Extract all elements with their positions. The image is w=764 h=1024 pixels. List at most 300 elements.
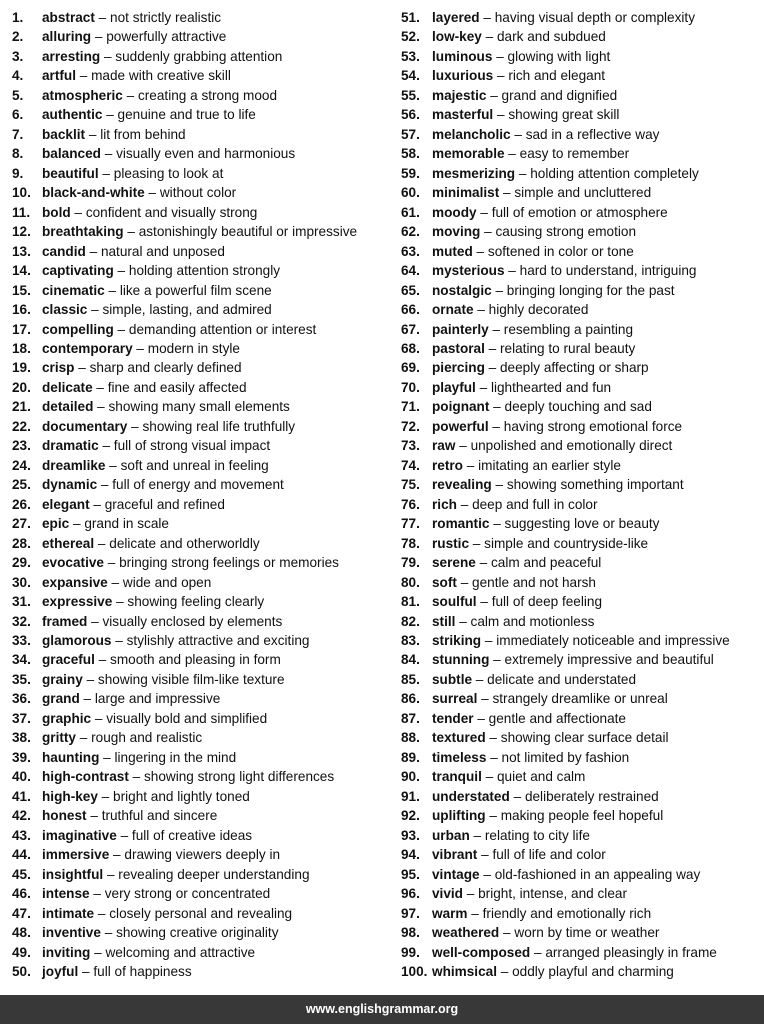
item-number: 77. <box>401 516 420 532</box>
item-separator: – <box>481 769 497 785</box>
item-term: timeless <box>432 749 487 765</box>
vocabulary-list <box>0 8 764 988</box>
list-column-left <box>12 8 392 981</box>
item-separator: – <box>132 340 148 356</box>
list-item <box>12 281 392 300</box>
item-term: luminous <box>432 48 493 64</box>
item-term: layered <box>432 10 480 25</box>
item-definition: large and impressive <box>94 691 221 707</box>
item-number: 28. <box>12 535 31 551</box>
item-text <box>42 105 256 124</box>
item-number: 55. <box>401 87 420 103</box>
list-item <box>12 320 392 339</box>
item-number: 64. <box>401 263 420 279</box>
item-number: 26. <box>12 496 31 512</box>
item-term: glamorous <box>42 633 112 648</box>
item-definition: holding attention strongly <box>128 263 281 279</box>
item-definition: lighthearted and fun <box>490 379 612 395</box>
item-definition: not strictly realistic <box>110 10 222 25</box>
item-term: moving <box>432 224 481 240</box>
item-term: weathered <box>432 925 500 941</box>
item-definition: highly decorated <box>488 302 589 318</box>
item-term: playful <box>432 379 476 395</box>
list-item <box>12 592 392 611</box>
item-number: 21. <box>12 399 31 415</box>
item-definition: showing creative originality <box>116 925 279 941</box>
list-item <box>12 397 392 416</box>
item-definition: sad in a reflective way <box>525 126 660 142</box>
item-definition: grand and dignified <box>501 87 618 103</box>
item-term: majestic <box>432 87 487 103</box>
item-separator: – <box>462 457 479 473</box>
item-number: 73. <box>401 438 420 454</box>
item-separator: – <box>75 68 92 84</box>
item-separator: – <box>456 574 473 590</box>
item-separator: – <box>499 925 515 941</box>
item-separator: – <box>486 749 502 765</box>
item-number: 57. <box>401 126 420 142</box>
item-number: 3. <box>12 48 24 64</box>
item-text <box>42 475 284 494</box>
item-text <box>432 631 730 650</box>
item-separator: – <box>94 905 110 921</box>
list-item <box>12 475 392 494</box>
item-separator: – <box>109 847 125 863</box>
item-definition: showing great skill <box>508 107 620 123</box>
item-definition: showing clear surface detail <box>500 730 669 746</box>
item-term: grand <box>42 691 80 707</box>
item-term: mesmerizing <box>432 165 516 181</box>
item-term: black-and-white <box>42 185 145 201</box>
item-text <box>42 943 255 962</box>
list-item <box>401 553 761 572</box>
item-separator: – <box>486 87 502 103</box>
item-number: 9. <box>12 165 24 181</box>
item-separator: – <box>128 769 144 785</box>
item-definition: glowing with light <box>507 48 611 64</box>
item-definition: modern in style <box>147 340 240 356</box>
item-definition: made with creative skill <box>91 68 231 84</box>
list-item <box>401 573 761 592</box>
list-item <box>401 47 761 66</box>
list-column-right <box>401 8 761 981</box>
item-text <box>432 261 697 280</box>
list-item <box>12 728 392 747</box>
list-item <box>12 203 392 222</box>
item-definition: visually even and harmonious <box>116 146 296 162</box>
item-term: graceful <box>42 652 95 668</box>
item-term: vintage <box>432 866 480 882</box>
list-item <box>401 300 761 319</box>
item-separator: – <box>488 418 504 434</box>
item-text <box>432 806 663 825</box>
item-number: 19. <box>12 360 31 376</box>
item-definition: simple and uncluttered <box>514 185 652 201</box>
item-number: 41. <box>12 788 31 804</box>
item-text <box>432 222 636 241</box>
item-definition: quiet and calm <box>496 769 586 785</box>
item-text <box>432 397 652 416</box>
item-text <box>42 320 316 339</box>
item-term: contemporary <box>42 340 133 356</box>
item-number: 79. <box>401 555 420 571</box>
item-definition: arranged pleasingly in frame <box>545 944 717 960</box>
item-term: muted <box>432 243 473 259</box>
item-term: abstract <box>42 10 95 25</box>
item-term: subtle <box>432 671 473 687</box>
item-definition: extremely impressive and beautiful <box>504 652 714 668</box>
item-definition: very strong or concentrated <box>104 886 271 902</box>
item-text <box>432 27 606 46</box>
item-definition: lit from behind <box>100 126 186 142</box>
item-term: insightful <box>42 866 104 882</box>
item-separator: – <box>100 925 117 941</box>
item-separator: – <box>98 165 114 181</box>
item-number: 54. <box>401 68 420 84</box>
item-number: 10. <box>12 185 31 201</box>
item-separator: – <box>469 827 485 843</box>
item-separator: – <box>473 710 489 726</box>
item-separator: – <box>492 48 508 64</box>
item-definition: creating a strong mood <box>137 87 278 103</box>
list-item <box>12 436 392 455</box>
item-number: 2. <box>12 29 24 45</box>
item-definition: strangely dreamlike or unreal <box>492 691 668 707</box>
list-item <box>401 358 761 377</box>
item-text <box>432 904 651 923</box>
item-term: authentic <box>42 107 103 123</box>
item-text <box>42 495 225 514</box>
item-term: soulful <box>432 594 477 610</box>
item-term: immersive <box>42 847 110 863</box>
list-item <box>401 670 761 689</box>
item-text <box>42 417 295 436</box>
item-term: atmospheric <box>42 87 123 103</box>
item-separator: – <box>100 146 117 162</box>
item-term: expansive <box>42 574 108 590</box>
item-number: 80. <box>401 574 420 590</box>
item-separator: – <box>127 418 143 434</box>
item-term: low-key <box>432 29 482 45</box>
item-text <box>42 397 290 416</box>
item-definition: confident and visually strong <box>85 204 258 220</box>
item-definition: simple and countryside-like <box>484 535 649 551</box>
item-number: 35. <box>12 671 31 687</box>
list-item <box>12 66 392 85</box>
item-separator: – <box>69 516 85 532</box>
item-term: rustic <box>432 535 470 551</box>
item-separator: – <box>82 671 98 687</box>
list-item <box>12 261 392 280</box>
item-text <box>42 728 202 747</box>
list-item <box>12 417 392 436</box>
item-text <box>42 86 277 105</box>
item-text <box>432 105 619 124</box>
item-separator: – <box>75 730 92 746</box>
item-text <box>432 183 651 202</box>
item-definition: sharp and clearly defined <box>89 360 242 376</box>
list-item <box>401 689 761 708</box>
item-separator: – <box>476 594 492 610</box>
list-item <box>401 125 761 144</box>
footer-url: www.englishgrammar.org <box>305 1002 459 1016</box>
item-number: 29. <box>12 555 31 571</box>
item-separator: – <box>98 438 114 454</box>
list-item <box>401 456 761 475</box>
item-separator: – <box>89 496 105 512</box>
item-term: documentary <box>42 418 128 434</box>
item-text <box>432 670 636 689</box>
item-definition: gentle and not harsh <box>472 574 596 590</box>
item-definition: relating to rural beauty <box>500 340 636 356</box>
item-number: 62. <box>401 224 420 240</box>
list-item <box>12 573 392 592</box>
item-separator: – <box>105 457 121 473</box>
item-term: mysterious <box>432 263 505 279</box>
item-text <box>432 962 674 981</box>
item-number: 98. <box>401 925 420 941</box>
item-definition: full of creative ideas <box>131 827 253 843</box>
item-separator: – <box>504 146 520 162</box>
item-number: 43. <box>12 827 31 843</box>
item-separator: – <box>107 574 123 590</box>
item-number: 87. <box>401 710 420 726</box>
item-term: tranquil <box>432 769 482 785</box>
item-text <box>432 592 602 611</box>
item-text <box>432 203 668 222</box>
item-text <box>42 125 186 144</box>
item-text <box>432 125 659 144</box>
item-definition: showing feeling clearly <box>127 594 265 610</box>
item-number: 17. <box>12 321 31 337</box>
item-term: detailed <box>42 399 94 415</box>
item-definition: full of strong visual impact <box>113 438 271 454</box>
item-term: compelling <box>42 321 114 337</box>
list-item <box>401 943 761 962</box>
list-item <box>401 495 761 514</box>
item-text <box>42 573 211 592</box>
list-item <box>401 86 761 105</box>
item-number: 96. <box>401 886 420 902</box>
item-number: 20. <box>12 379 31 395</box>
item-term: soft <box>432 574 457 590</box>
list-item <box>12 650 392 669</box>
list-item <box>401 436 761 455</box>
item-term: captivating <box>42 263 114 279</box>
item-definition: welcoming and attractive <box>105 944 256 960</box>
list-item <box>12 125 392 144</box>
item-text <box>432 144 629 163</box>
item-text <box>42 787 250 806</box>
list-item <box>12 709 392 728</box>
item-separator: – <box>469 535 485 551</box>
item-number: 39. <box>12 749 31 765</box>
item-number: 47. <box>12 905 31 921</box>
item-definition: relating to city life <box>484 827 590 843</box>
item-number: 48. <box>12 925 31 941</box>
list-item <box>401 417 761 436</box>
item-number: 78. <box>401 535 420 551</box>
item-definition: powerfully attractive <box>106 29 227 45</box>
item-term: tender <box>432 710 474 726</box>
item-separator: – <box>91 710 107 726</box>
item-number: 33. <box>12 633 31 648</box>
item-text <box>432 943 717 962</box>
list-item <box>12 222 392 241</box>
list-item <box>12 631 392 650</box>
item-text <box>432 358 649 377</box>
item-separator: – <box>509 788 525 804</box>
item-definition: truthful and sincere <box>101 808 218 824</box>
item-definition: revealing deeper understanding <box>118 866 310 882</box>
item-term: epic <box>42 516 70 532</box>
item-number: 76. <box>401 496 420 512</box>
list-item <box>12 670 392 689</box>
list-item <box>12 904 392 923</box>
item-term: surreal <box>432 691 478 707</box>
item-separator: – <box>496 963 513 979</box>
item-definition: showing real life truthfully <box>142 418 296 434</box>
item-number: 6. <box>12 107 24 123</box>
list-item <box>401 845 761 864</box>
list-item <box>12 689 392 708</box>
list-item <box>12 865 392 884</box>
item-separator: – <box>97 477 113 493</box>
item-definition: deliberately restrained <box>524 788 659 804</box>
list-item <box>401 748 761 767</box>
list-item <box>401 281 761 300</box>
item-text <box>432 709 626 728</box>
list-item <box>401 728 761 747</box>
item-number: 31. <box>12 594 31 610</box>
item-text <box>432 514 659 533</box>
item-separator: – <box>92 379 108 395</box>
item-definition: visually enclosed by elements <box>102 613 283 629</box>
item-separator: – <box>90 944 106 960</box>
item-separator: – <box>489 399 505 415</box>
item-term: high-key <box>42 788 98 804</box>
item-separator: – <box>103 555 120 571</box>
item-separator: – <box>144 185 160 201</box>
item-definition: unpolished and emotionally direct <box>470 438 673 454</box>
item-definition: astonishingly beautiful or impressive <box>138 224 358 240</box>
item-number: 34. <box>12 652 31 668</box>
item-text <box>432 826 590 845</box>
item-number: 82. <box>401 613 420 629</box>
item-term: dramatic <box>42 438 99 454</box>
item-separator: – <box>488 321 504 337</box>
item-separator: – <box>475 379 491 395</box>
item-separator: – <box>87 302 103 318</box>
item-text <box>432 86 617 105</box>
item-term: textured <box>432 730 486 746</box>
item-text <box>432 728 669 747</box>
item-number: 12. <box>12 224 31 240</box>
item-separator: – <box>491 477 507 493</box>
list-item <box>12 767 392 786</box>
item-text <box>42 826 252 845</box>
item-term: serene <box>432 555 476 571</box>
item-separator: – <box>489 516 505 532</box>
item-number: 75. <box>401 477 420 493</box>
list-item <box>401 144 761 163</box>
item-number: 63. <box>401 243 420 259</box>
item-text <box>42 358 242 377</box>
item-term: luxurious <box>432 68 494 84</box>
item-separator: – <box>113 263 129 279</box>
list-item <box>12 183 392 202</box>
item-number: 74. <box>401 457 420 473</box>
list-item <box>401 962 761 981</box>
item-definition: calm and motionless <box>470 613 595 629</box>
item-number: 93. <box>401 827 420 843</box>
item-separator: – <box>112 594 128 610</box>
item-text <box>432 553 601 572</box>
item-text <box>432 436 672 455</box>
item-term: dreamlike <box>42 457 106 473</box>
item-term: classic <box>42 302 88 318</box>
item-separator: – <box>70 204 86 220</box>
list-item <box>401 826 761 845</box>
item-definition: suddenly grabbing attention <box>115 48 283 64</box>
list-item <box>12 86 392 105</box>
item-separator: – <box>85 126 101 142</box>
item-text <box>432 865 700 884</box>
item-separator: – <box>481 633 497 648</box>
list-item <box>12 8 392 27</box>
item-number: 85. <box>401 671 420 687</box>
item-definition: deeply touching and sad <box>504 399 652 415</box>
list-item <box>401 27 761 46</box>
list-item <box>401 183 761 202</box>
item-term: masterful <box>432 107 494 123</box>
item-term: honest <box>42 808 87 824</box>
item-number: 22. <box>12 418 31 434</box>
item-definition: lingering in the mind <box>114 749 237 765</box>
list-item <box>12 495 392 514</box>
list-item <box>12 806 392 825</box>
item-number: 36. <box>12 691 31 707</box>
item-term: moody <box>432 204 477 220</box>
item-number: 99. <box>401 944 420 960</box>
item-term: arresting <box>42 48 101 64</box>
item-term: grainy <box>42 671 83 687</box>
list-item <box>12 300 392 319</box>
item-definition: without color <box>159 185 237 201</box>
item-number: 7. <box>12 126 24 142</box>
item-definition: easy to remember <box>519 146 630 162</box>
item-term: high-contrast <box>42 769 129 785</box>
item-text <box>432 475 684 494</box>
item-text <box>432 281 675 300</box>
list-item <box>12 787 392 806</box>
item-text <box>42 865 310 884</box>
item-text <box>42 670 285 689</box>
item-definition: grand in scale <box>84 516 169 532</box>
item-term: whimsical <box>432 963 497 979</box>
item-definition: like a powerful film scene <box>119 282 272 298</box>
item-definition: immediately noticeable and impressive <box>496 633 730 648</box>
item-definition: old-fashioned in an appealing way <box>494 866 701 882</box>
list-item <box>401 339 761 358</box>
item-separator: – <box>102 107 118 123</box>
item-definition: visually bold and simplified <box>106 710 268 726</box>
list-item <box>401 806 761 825</box>
item-number: 91. <box>401 788 420 804</box>
item-text <box>42 222 357 241</box>
item-separator: – <box>91 29 107 45</box>
item-definition: showing something important <box>506 477 684 493</box>
